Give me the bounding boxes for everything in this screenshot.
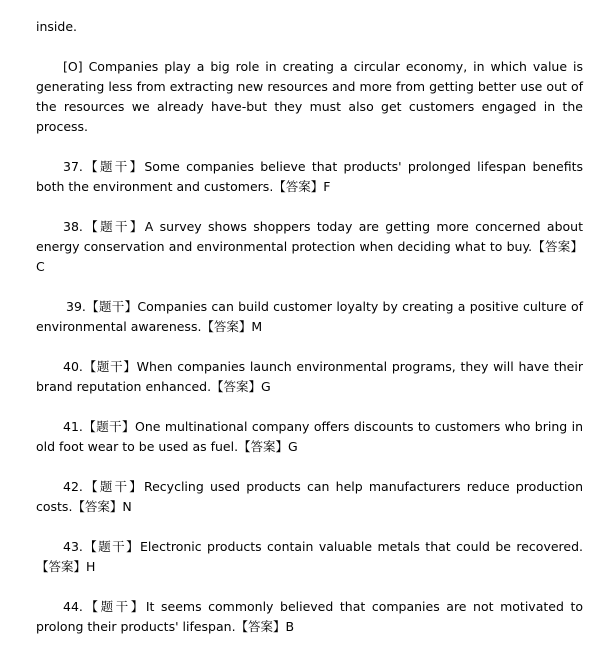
paragraph-o: [O] Companies play a big role in creating a circular economy, in which value is generating less from extracting new resources and more from getting better use out of the resources we already have-but they must also get customers engaged in the process.	[36, 59, 583, 134]
question-39: 39.【题干】Companies can build customer loyalty by creating a positive culture of environmental awareness.【答案】M	[36, 299, 583, 334]
question-37: 37.【题干】Some companies believe that products' prolonged lifespan benefits both the environment and customers.【答案】F	[36, 159, 583, 194]
question-43: 43.【题干】Electronic products contain valuable metals that could be recovered.【答案】H	[36, 539, 583, 574]
question-38: 38.【题干】A survey shows shoppers today are getting more concerned about energy conservation and environmental protection when deciding what to buy.【答案】C	[36, 219, 583, 274]
question-40: 40.【题干】When companies launch environmental programs, they will have their brand reputation enhanced.【答案】G	[36, 359, 583, 394]
question-42: 42.【题干】Recycling used products can help manufacturers reduce production costs.【答案】N	[36, 479, 583, 514]
document-page	[36, 17, 583, 657]
question-44: 44.【题干】It seems commonly believed that companies are not motivated to prolong their products' lifespan.【答案】B	[36, 599, 583, 634]
paragraph-continuation: inside.	[36, 19, 77, 34]
question-41: 41.【题干】One multinational company offers discounts to customers who bring in old foot wear to be used as fuel.【答案】G	[36, 419, 583, 454]
